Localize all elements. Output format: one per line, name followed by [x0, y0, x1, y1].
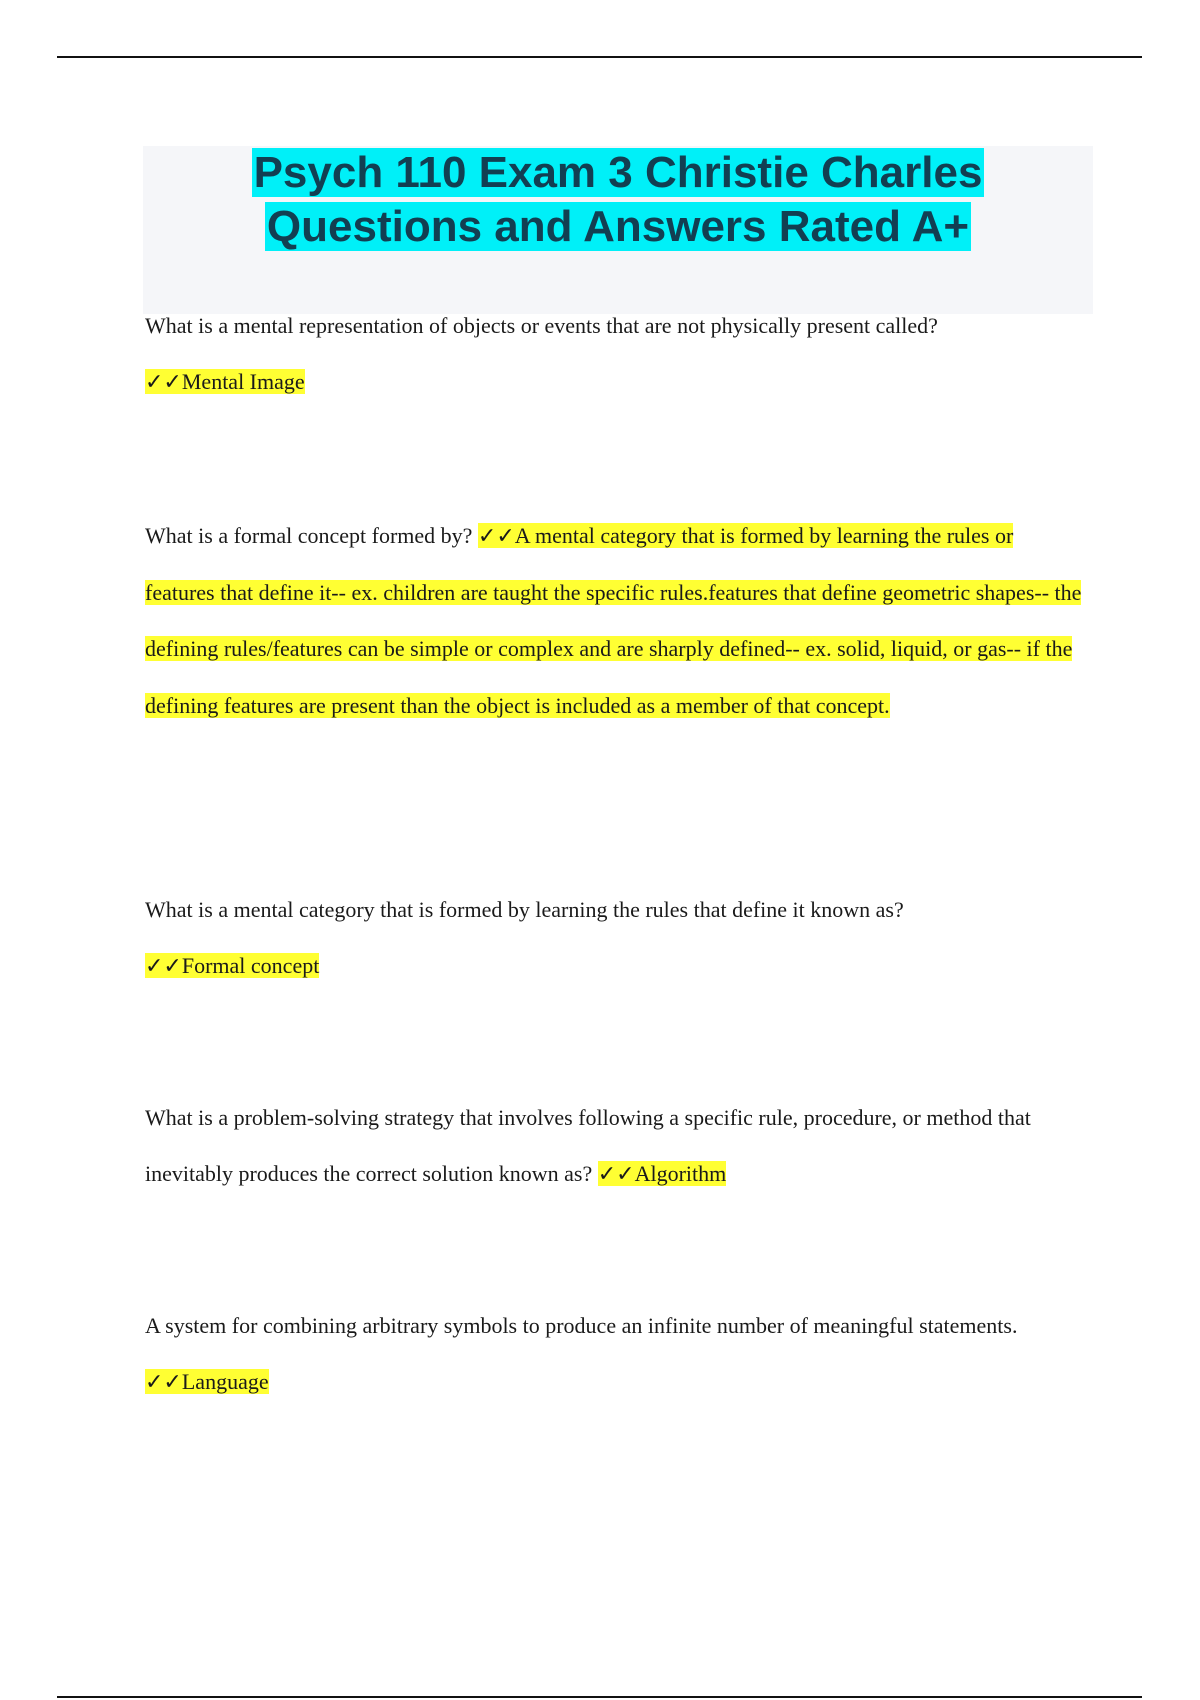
question-text: What is a formal concept formed by?	[145, 523, 473, 548]
question-text: What is a mental representation of objects or events that are not physically present called?	[145, 313, 938, 338]
question-text: A system for combining arbitrary symbols to produce an infinite number of meaningful statements.	[145, 1313, 1018, 1338]
document-title-line-1	[143, 146, 1093, 200]
answer-text: ✓✓Language	[145, 1369, 269, 1394]
title-highlight-2: Questions and Answers Rated A+	[266, 202, 970, 251]
question-text: What is a problem-solving strategy that involves following a specific rule, procedure, or method that inevitably produces the correct solution known as?	[145, 1105, 1031, 1186]
question-text: What is a mental category that is formed by learning the rules that define it known as?	[145, 897, 904, 922]
answer-text: ✓✓Formal concept	[145, 953, 320, 978]
title-highlight-1: Psych 110 Exam 3 Christie Charles	[253, 148, 983, 197]
qa-item	[145, 882, 1085, 994]
top-rule	[57, 56, 1142, 58]
title-block	[143, 146, 1093, 314]
qa-item	[145, 1090, 1085, 1202]
answer-text: ✓✓Algorithm	[597, 1161, 727, 1186]
qa-item	[145, 1298, 1085, 1410]
qa-item	[145, 508, 1085, 734]
answer-text: ✓✓A mental category that is formed by learning the rules or features that define it-- ex. children are taught the specific rules.features that define geometric shapes-- the defining rules/features can be simple or complex and are sharply defined-- ex. solid, liquid, or gas-- if the defining features are present than the object is included as a member of that concept.	[145, 523, 1082, 718]
answer-text: ✓✓Mental Image	[145, 369, 305, 394]
document-title-line-2	[143, 200, 1093, 254]
qa-item	[145, 298, 1085, 410]
bottom-rule	[57, 1696, 1142, 1698]
